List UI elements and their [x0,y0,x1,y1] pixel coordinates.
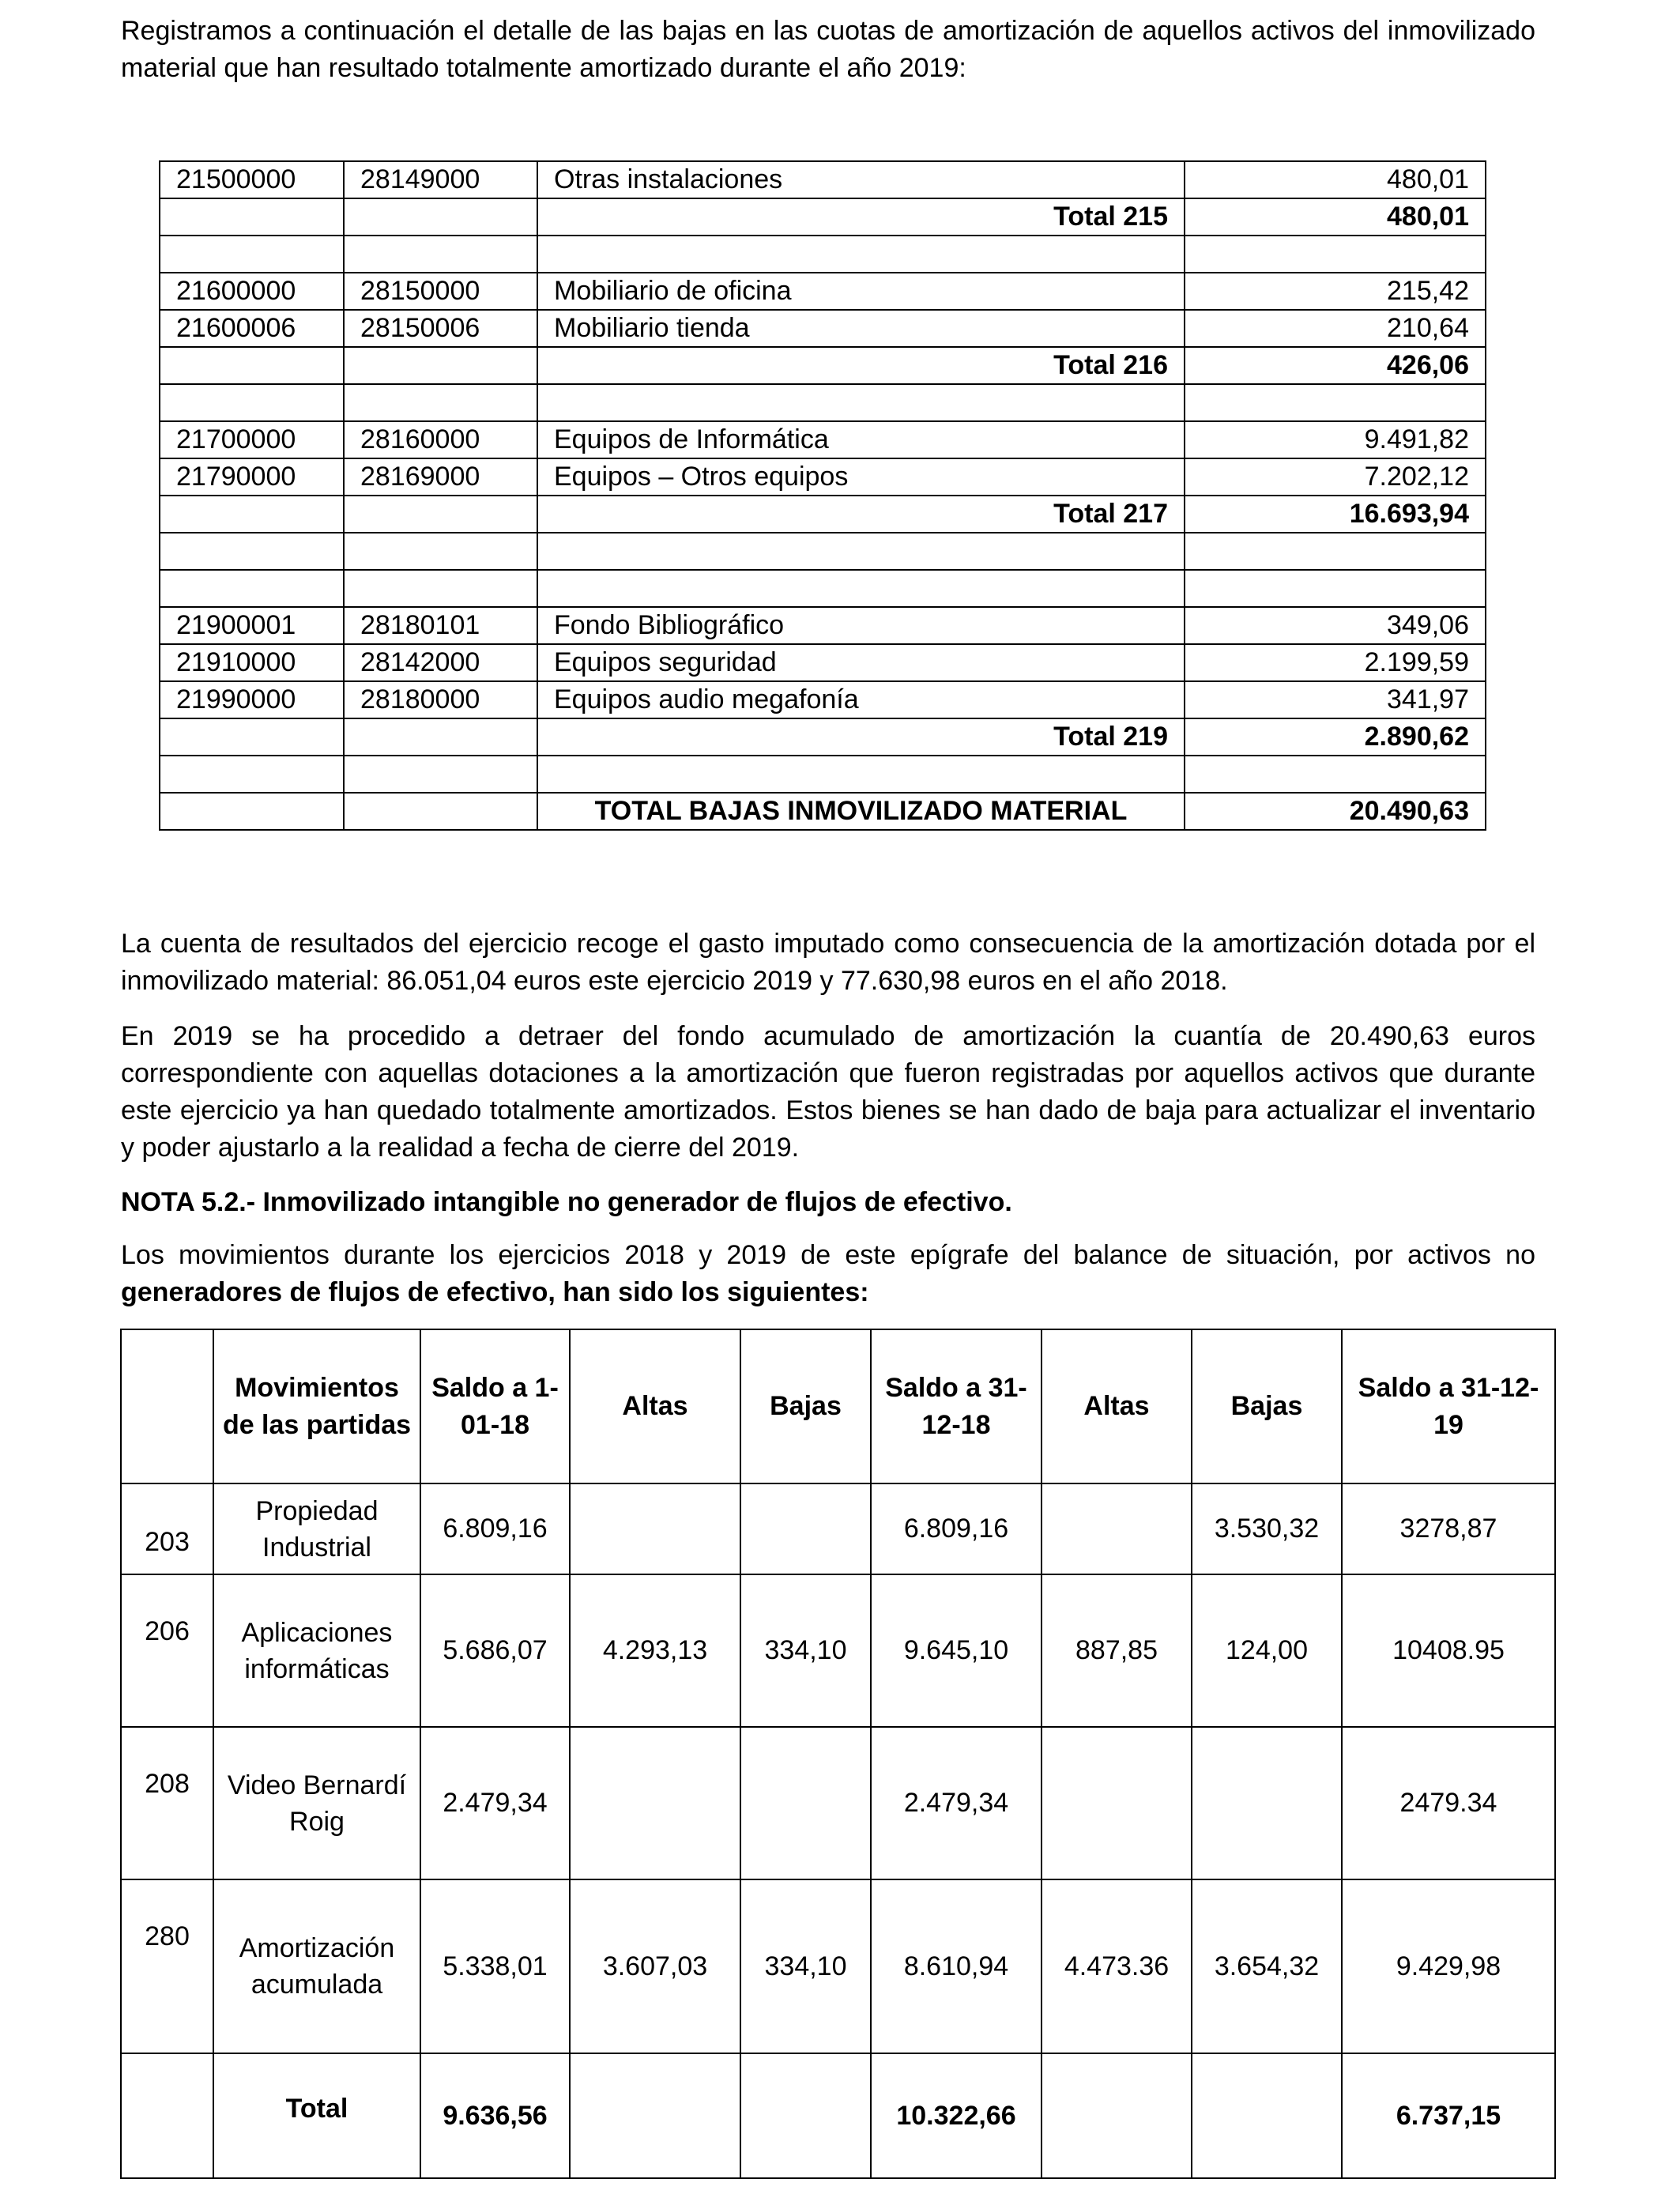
resultados-paragraph: La cuenta de resultados del ejercicio recoge el gasto imputado como consecuencia de la amortización dotada por el inmovilizado material: 86.051,04 euros este ejercicio 2019 y 77.630,98 euros en el año 2018. [121,929,1535,996]
cell-bajas-2019: 124,00 [1192,1574,1342,1727]
header-code [121,1329,213,1483]
cell-saldo-1-01-18: 5.686,07 [420,1574,570,1727]
cell-saldo-31-12-18: 2.479,34 [871,1727,1042,1879]
grand-total-row [160,793,1486,830]
cell-code: 203 [121,1483,213,1574]
cell-account: 21790000 [160,458,344,496]
grand-total-label: TOTAL BAJAS INMOVILIZADO MATERIAL [537,793,1185,830]
header-saldo-1-01-18: Saldo a 1-01-18 [420,1329,570,1483]
header-altas-2019: Altas [1042,1329,1192,1483]
subtotal-label: Total 217 [537,496,1185,533]
cell-code: 208 [121,1727,213,1879]
cell-amort-account: 28149000 [344,161,537,198]
table-row [160,161,1486,198]
header-bajas-2019: Bajas [1192,1329,1342,1483]
header-movimientos: Movimientos de las partidas [213,1329,420,1483]
cell-amort-account: 28169000 [344,458,537,496]
cell-saldo-31-12-19: 2479.34 [1342,1727,1555,1879]
grand-total-amount: 20.490,63 [1185,793,1486,830]
cell-description: Equipos seguridad [537,644,1185,681]
cell-amort-account: 28150000 [344,273,537,310]
cell-account: 21700000 [160,421,344,458]
cell-amount: 210,64 [1185,310,1486,347]
cell-description: Fondo Bibliográfico [537,607,1185,644]
subtotal-amount: 2.890,62 [1185,718,1486,756]
subtotal-label: Total 215 [537,198,1185,236]
subtotal-amount: 426,06 [1185,347,1486,384]
header-altas-2018: Altas [570,1329,740,1483]
table-row [160,273,1486,310]
header-saldo-31-12-18: Saldo a 31-12-18 [871,1329,1042,1483]
cell-description: Equipos de Informática [537,421,1185,458]
cell-saldo-31-12-19: 9.429,98 [1342,1879,1555,2053]
table-row [160,421,1486,458]
table-row [160,458,1486,496]
header-bajas-2018: Bajas [740,1329,871,1483]
cell-bajas-2018: 334,10 [740,1574,871,1727]
cell-amount: 215,42 [1185,273,1486,310]
table-row [160,607,1486,644]
header-saldo-31-12-19: Saldo a 31-12-19 [1342,1329,1555,1483]
table-row [160,681,1486,718]
cell-saldo-31-12-18: 6.809,16 [871,1483,1042,1574]
movimientos-table [120,1329,1556,2179]
cell-code: 206 [121,1574,213,1727]
cell-saldo-1-01-18: 6.809,16 [420,1483,570,1574]
cell-bajas-2018 [740,1727,871,1879]
subtotal-amount: 16.693,94 [1185,496,1486,533]
cell-account: 21910000 [160,644,344,681]
cell-description: Otras instalaciones [537,161,1185,198]
cell-amort-account: 28180101 [344,607,537,644]
movimientos-paragraph [121,1237,1535,1311]
cell-altas-2019 [1042,1483,1192,1574]
cell-saldo-31-12-18: 8.610,94 [871,1879,1042,2053]
cell-altas-2019: 4.473.36 [1042,1879,1192,2053]
table-row [121,1574,1555,1727]
cell-altas-2019 [1042,1727,1192,1879]
cell-bajas-2019 [1192,1727,1342,1879]
cell-amort-account: 28160000 [344,421,537,458]
cell-description: Mobiliario tienda [537,310,1185,347]
cell-altas-2019: 887,85 [1042,1574,1192,1727]
cell-account: 21990000 [160,681,344,718]
empty-row [160,756,1486,793]
nota-heading: NOTA 5.2.- Inmovilizado intangible no generador de flujos de efectivo. [121,1187,1012,1217]
total-saldo-1-01-18: 9.636,56 [420,2053,570,2178]
intro-paragraph: Registramos a continuación el detalle de las bajas en las cuotas de amortización de aquellos activos del inmovilizado material que han resultado totalmente amortizado durante el año 2019: [121,16,1535,83]
cell-amount: 480,01 [1185,161,1486,198]
cell-code: 280 [121,1879,213,2053]
cell-partida: Amortización acumulada [213,1879,420,2053]
cell-amount: 341,97 [1185,681,1486,718]
cell-bajas-2019: 3.530,32 [1192,1483,1342,1574]
cell-amount: 9.491,82 [1185,421,1486,458]
header-row [121,1329,1555,1483]
cell-bajas-2019: 3.654,32 [1192,1879,1342,2053]
bajas-table [159,160,1486,831]
table-row [160,644,1486,681]
cell-amount: 349,06 [1185,607,1486,644]
table-row [121,1727,1555,1879]
cell-bajas-2018 [740,1483,871,1574]
cell-account: 21600000 [160,273,344,310]
cell-amort-account: 28142000 [344,644,537,681]
movimientos-text: Los movimientos durante los ejercicios 2018 y 2019 de este epígrafe del balance de situación, por activos no [121,1240,1535,1270]
cell-altas-2018: 4.293,13 [570,1574,740,1727]
movimientos-text-bold: generadores de flujos de efectivo, han sido los siguientes: [121,1277,869,1307]
subtotal-amount: 480,01 [1185,198,1486,236]
cell-amount: 2.199,59 [1185,644,1486,681]
total-row [121,2053,1555,2178]
cell-account: 21900001 [160,607,344,644]
cell-altas-2018 [570,1483,740,1574]
total-saldo-31-12-19: 6.737,15 [1342,2053,1555,2178]
cell-altas-2018: 3.607,03 [570,1879,740,2053]
subtotal-row [160,718,1486,756]
table-row [121,1879,1555,2053]
cell-amort-account: 28180000 [344,681,537,718]
subtotal-label: Total 216 [537,347,1185,384]
cell-description: Equipos audio megafonía [537,681,1185,718]
detraer-paragraph: En 2019 se ha procedido a detraer del fondo acumulado de amortización la cuantía de 20.490,63 euros correspondiente con aquellas dotaciones a la amortización que fueron registradas por aquellos activos que durante este ejercicio ya han quedado totalmente amortizados. Estos bienes se han dado de baja para actualizar el inventario y poder ajustarlo a la realidad a fecha de cierre del 2019. [121,1021,1535,1163]
cell-amount: 7.202,12 [1185,458,1486,496]
cell-saldo-1-01-18: 5.338,01 [420,1879,570,2053]
total-saldo-31-12-18: 10.322,66 [871,2053,1042,2178]
empty-row [160,236,1486,273]
subtotal-label: Total 219 [537,718,1185,756]
empty-row [160,570,1486,607]
cell-partida: Video Bernardí Roig [213,1727,420,1879]
subtotal-row [160,496,1486,533]
total-label: Total [213,2053,420,2178]
cell-saldo-31-12-19: 10408.95 [1342,1574,1555,1727]
cell-saldo-1-01-18: 2.479,34 [420,1727,570,1879]
table-row [160,310,1486,347]
cell-account: 21600006 [160,310,344,347]
cell-partida: Aplicaciones informáticas [213,1574,420,1727]
cell-description: Equipos – Otros equipos [537,458,1185,496]
cell-saldo-31-12-19: 3278,87 [1342,1483,1555,1574]
cell-altas-2018 [570,1727,740,1879]
cell-bajas-2018: 334,10 [740,1879,871,2053]
subtotal-row [160,347,1486,384]
subtotal-row [160,198,1486,236]
empty-row [160,533,1486,570]
cell-account: 21500000 [160,161,344,198]
cell-partida: Propiedad Industrial [213,1483,420,1574]
cell-description: Mobiliario de oficina [537,273,1185,310]
table-row [121,1483,1555,1574]
cell-amort-account: 28150006 [344,310,537,347]
empty-row [160,384,1486,421]
cell-saldo-31-12-18: 9.645,10 [871,1574,1042,1727]
